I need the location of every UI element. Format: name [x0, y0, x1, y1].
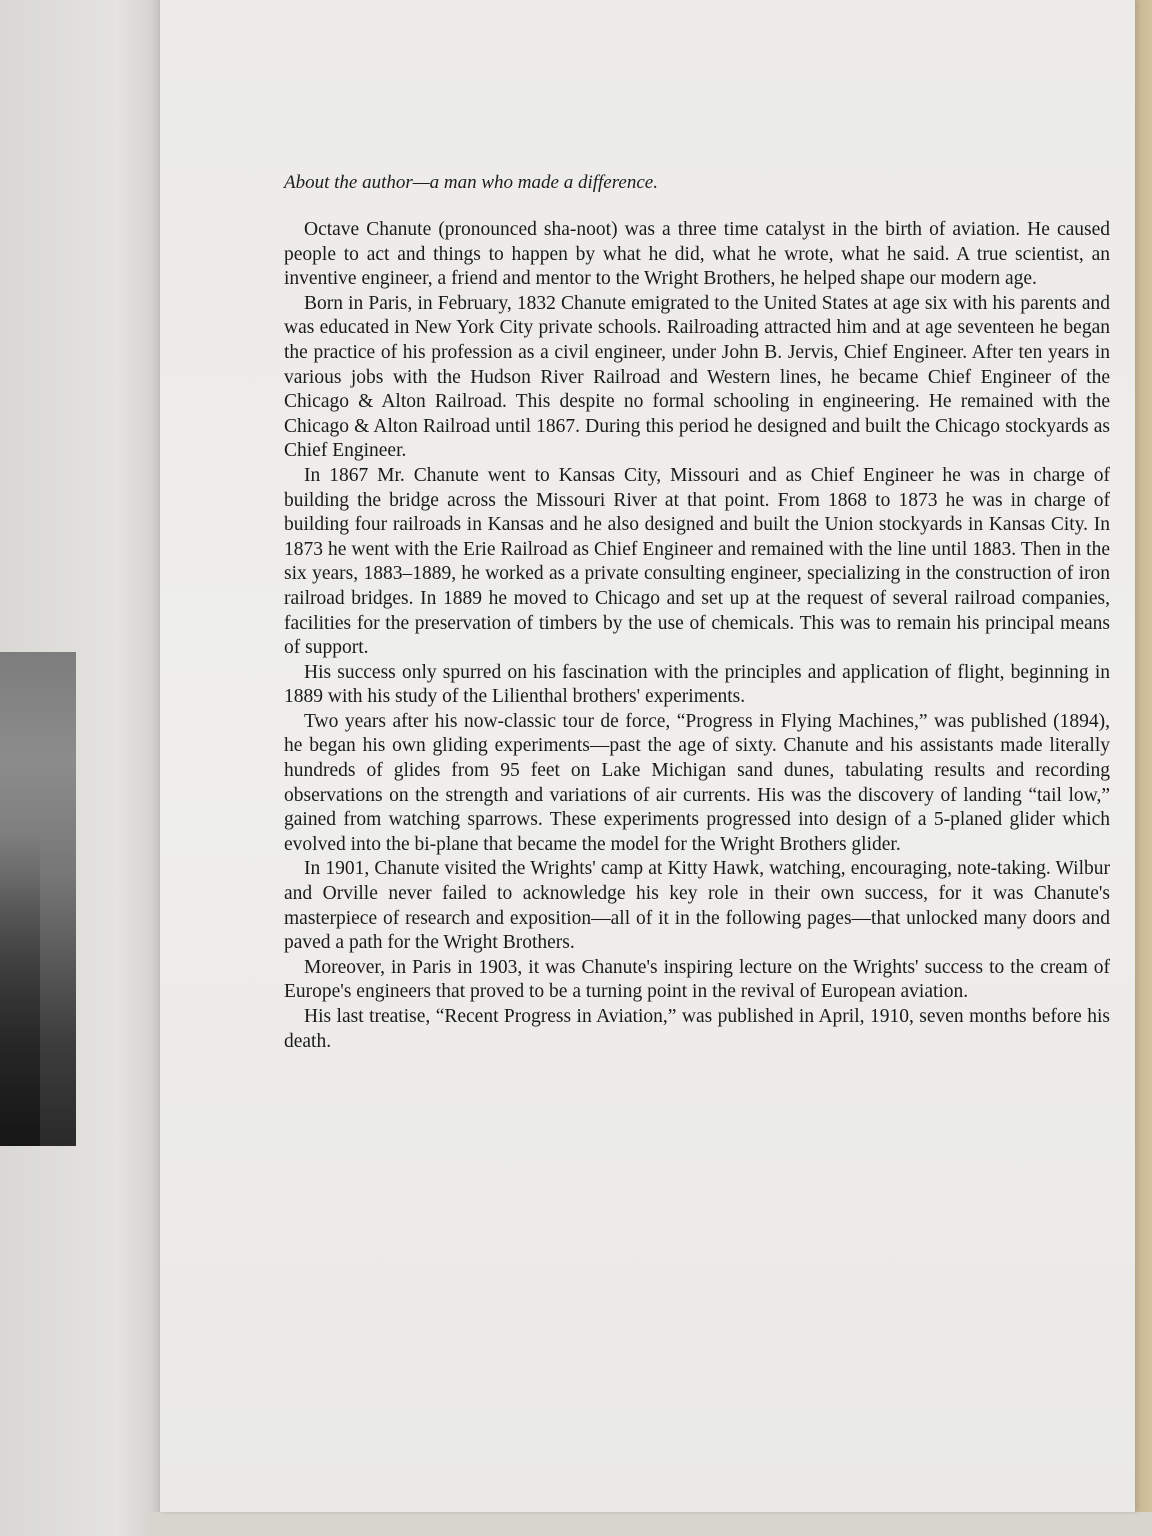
paragraph: In 1901, Chanute visited the Wrights' camp at Kitty Hawk, watching, encouraging, note-taking. Wilbur and Orville never failed to acknowledge his key role in their own success, for it was Chanute's masterpiece of research and exposition—all of it in the following pages—that unlocked many doors and paved a path for the Wright Brothers. — [284, 858, 1110, 954]
facing-page — [0, 0, 168, 1536]
paragraph: His success only spurred on his fascination with the principles and application of flight, beginning in 1889 with his study of the Lilienthal brothers' experiments. — [284, 661, 1110, 708]
paragraph: Octave Chanute (pronounced sha-noot) was a three time catalyst in the birth of aviation. He caused people to act and things to happen by what he did, what he wrote, what he said. A true scientist, an inventive engineer, a friend and mentor to the Wright Brothers, he helped shape our modern age. — [284, 219, 1110, 290]
book-page — [160, 0, 1135, 1512]
paragraph: Born in Paris, in February, 1832 Chanute emigrated to the United States at age six with his parents and was educated in New York City private schools. Railroading attracted him and at age seventeen he began the practice of his profession as a civil engineer, under John B. Jervis, Chief Engineer. After ten years in various jobs with the Hudson River Railroad and Western lines, he became Chief Engineer of the Chicago & Alton Railroad. This despite no formal schooling in engineering. He remained with the Chicago & Alton Railroad until 1867. During this period he designed and built the Chicago stockyards as Chief Engineer. — [284, 292, 1110, 462]
paragraph: His last treatise, “Recent Progress in Aviation,” was published in April, 1910, seven months before his death. — [284, 1006, 1110, 1052]
section-heading: About the author—a man who made a difference. — [284, 172, 658, 193]
bottom-margin — [150, 1512, 1152, 1536]
paragraph: In 1867 Mr. Chanute went to Kansas City, Missouri and as Chief Engineer he was in charge of building the bridge across the Missouri River at that point. From 1868 to 1873 he was in charge of building four railroads in Kansas and he also designed and built the Union stockyards in Kansas City. In 1873 he went with the Erie Railroad as Chief Engineer and remained with the line until 1883. Then in the six years, 1883–1889, he worked as a private consulting engineer, specializing in the construction of iron railroad bridges. In 1889 he moved to Chicago and set up at the request of several railroad companies, facilities for the preservation of timbers by the use of chemicals. This was to remain his principal means of support. — [284, 464, 1110, 659]
paragraph: Moreover, in Paris in 1903, it was Chanute's inspiring lecture on the Wrights' success to the cream of Europe's engineers that proved to be a turning point in the revival of European aviation. — [284, 956, 1110, 1003]
body-text — [284, 218, 1110, 1054]
paragraph: Two years after his now-classic tour de force, “Progress in Flying Machines,” was published (1894), he began his own gliding experiments—past the age of sixty. Chanute and his assistants made literally hundreds of glides from 95 feet on Lake Michigan sand dunes, tabulating results and recording observations on the strength and variations of air currents. His was the discovery of landing “tail low,” gained from watching sparrows. These experiments progressed into design of a 5-planed glider which evolved into the bi-plane that became the model for the Wright Brothers glider. — [284, 710, 1110, 855]
portrait-photo-edge — [0, 652, 76, 1146]
